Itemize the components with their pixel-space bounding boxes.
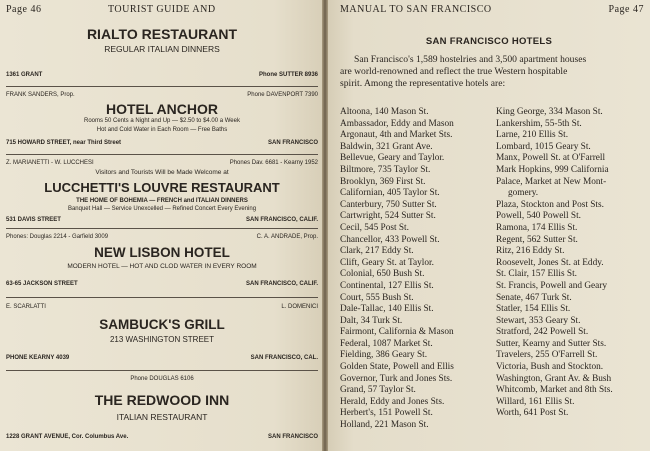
hotel-entry: Washington, Grant Av. & Bush	[496, 373, 612, 384]
hotel-entry: Brooklyn, 369 First St.	[340, 176, 426, 187]
intro-line: spirit. Among the representative hotels are:	[340, 78, 506, 89]
anchor-line2: Hot and Cold Water in Each Room — Free Baths	[96, 127, 228, 133]
lucchetti-line1: THE HOME OF BOHEMIA — FRENCH and ITALIAN DINNERS	[76, 198, 248, 204]
hotel-entry: gomery.	[508, 188, 539, 199]
hotel-entry: Victoria, Bush and Stockton.	[496, 362, 604, 373]
hotel-entry: Travelers, 255 O'Farrell St.	[496, 350, 598, 361]
sambuck-owner-left: E. SCARLATTI	[6, 304, 46, 310]
hotel-entry: Bellevue, Geary and Taylor.	[340, 153, 445, 164]
ad-sambucks-grill	[6, 299, 318, 365]
hotel-entry: Herbert's, 151 Powell St.	[340, 408, 433, 419]
hotel-entry: Holland, 221 Mason St.	[340, 420, 429, 431]
hotel-entry: Clark, 217 Eddy St.	[340, 246, 414, 257]
hotel-entry: Chancellor, 433 Powell St.	[340, 234, 440, 245]
hotel-entry: Biltmore, 735 Taylor St.	[340, 164, 431, 175]
hotel-entry: Governor, Turk and Jones Sts.	[340, 373, 453, 384]
sambuck-city: SAN FRANCISCO, CAL.	[250, 355, 318, 361]
sambuck-address: 213 WASHINGTON STREET	[109, 335, 215, 344]
hotel-entry: Mark Hopkins, 999 California	[496, 164, 609, 175]
hotel-entry: Willard, 161 Ellis St.	[496, 396, 575, 407]
lisbon-address: 63-65 JACKSON STREET	[6, 281, 78, 287]
hotel-entry: Palace, Market at New Mont-	[496, 176, 607, 187]
divider	[6, 228, 318, 229]
hotel-entry: Cartwright, 524 Sutter St.	[340, 211, 436, 222]
ad-redwood-inn	[6, 372, 318, 448]
hotel-entry: Argonaut, 4th and Market Sts.	[340, 130, 453, 141]
running-header-left: TOURIST GUIDE AND	[108, 4, 216, 15]
redwood-city: SAN FRANCISCO	[267, 434, 318, 440]
hotel-entry: Ambassador, Eddy and Mason	[340, 118, 454, 129]
anchor-city: SAN FRANCISCO	[267, 140, 318, 146]
hotel-entry: Dale-Tallac, 140 Ellis St.	[340, 304, 434, 315]
hotel-entry: Manx, Powell St. at O'Farrell	[496, 153, 606, 164]
hotel-entry: Larne, 210 Ellis St.	[496, 130, 569, 141]
hotel-entry: Altoona, 140 Mason St.	[340, 107, 429, 117]
right-page	[328, 0, 650, 451]
anchor-line1: Rooms 50 Cents a Night and Up — $2.50 to $4.00 a Week	[84, 118, 240, 124]
hotel-entry: Stratford, 242 Powell St.	[496, 327, 589, 338]
lisbon-name: NEW LISBON HOTEL	[94, 245, 230, 260]
hotel-entry: Roosevelt, Jones St. at Eddy.	[496, 257, 604, 268]
hotel-entry: Statler, 154 Ellis St.	[496, 304, 571, 315]
hotel-entry: Federal, 1087 Market St.	[340, 338, 433, 349]
redwood-tagline: ITALIAN RESTAURANT	[116, 412, 208, 422]
hotel-entry: Lankershim, 55-5th St.	[496, 118, 582, 129]
hotel-entry: Ramona, 174 Ellis St.	[496, 222, 578, 233]
hotel-list-column-1	[340, 107, 454, 432]
hotel-entry: Plaza, Stockton and Post Sts.	[496, 199, 604, 210]
ad-hotel-anchor	[6, 88, 318, 152]
lucchetti-name: LUCCHETTI'S LOUVRE RESTAURANT	[44, 180, 280, 195]
sambuck-phone: PHONE KEARNY 4039	[6, 355, 70, 361]
divider	[6, 297, 318, 298]
hotel-entry: Baldwin, 321 Grant Ave.	[340, 141, 433, 152]
lucchetti-phones: Phones Dav. 6681 - Kearny 1952	[229, 160, 318, 166]
hotel-entry: Worth, 641 Post St.	[496, 408, 569, 419]
hotel-entry: Herald, Eddy and Jones Sts.	[340, 396, 445, 407]
ad-new-lisbon-hotel	[6, 230, 318, 292]
page-number-left: Page 46	[6, 4, 42, 15]
lucchetti-address: 531 DAVIS STREET	[6, 217, 61, 223]
intro-line: San Francisco's 1,589 hostelries and 3,500 apartment houses	[354, 54, 587, 65]
hotel-entry: Continental, 127 Ellis St.	[340, 280, 434, 291]
lucchetti-welcome: Visitors and Tourists Will be Made Welcome at	[95, 169, 229, 176]
hotel-entry: Ritz, 216 Eddy St.	[496, 246, 565, 257]
hotel-entry: Lombard, 1015 Geary St.	[496, 141, 591, 152]
redwood-name: THE REDWOOD INN	[94, 392, 230, 408]
hotel-entry: Californian, 405 Taylor St.	[340, 188, 440, 199]
hotel-entry: Senate, 467 Turk St.	[496, 292, 572, 303]
hotel-entry: Fielding, 386 Geary St.	[340, 350, 428, 361]
redwood-phone: Phone DOUGLAS 6106	[130, 376, 194, 382]
hotel-entry: Dalt, 34 Turk St.	[340, 315, 403, 326]
hotel-entry: Fairmont, California & Mason	[340, 327, 454, 338]
lucchetti-owners: Z. MARIANETTI - W. LUCCHESI	[6, 160, 94, 166]
ad-rialto-restaurant	[6, 20, 318, 86]
lucchetti-city: SAN FRANCISCO, CALIF.	[246, 217, 318, 223]
hotel-entry: Sutter, Kearny and Sutter Sts.	[496, 338, 607, 349]
rialto-name: RIALTO RESTAURANT	[86, 26, 238, 42]
intro-line: are world-renowned and reflect the true Western hospitable	[340, 66, 568, 77]
hotel-entry: Clift, Geary St. at Taylor.	[340, 257, 434, 268]
anchor-address: 715 HOWARD STREET, near Third Street	[6, 140, 122, 146]
left-page	[0, 0, 322, 451]
anchor-proprietor: FRANK SANDERS, Prop.	[6, 92, 75, 98]
hotel-entry: St. Clair, 157 Ellis St.	[496, 269, 577, 280]
intro-paragraph	[340, 54, 644, 90]
rialto-phone: Phone SUTTER 8936	[258, 72, 318, 78]
lisbon-proprietor: C. A. ANDRADE, Prop.	[256, 234, 318, 240]
divider	[6, 86, 318, 87]
redwood-address: 1228 GRANT AVENUE, Cor. Columbus Ave.	[6, 434, 129, 440]
divider	[6, 370, 318, 371]
page-number-right: Page 47	[608, 4, 644, 15]
hotel-entry: Stewart, 353 Geary St.	[496, 315, 581, 326]
hotel-entry: Colonial, 650 Bush St.	[340, 269, 425, 280]
rialto-address: 1361 GRANT	[6, 72, 43, 78]
hotel-entry: St. Francis, Powell and Geary	[496, 280, 608, 291]
sambuck-name: SAMBUCK'S GRILL	[99, 317, 225, 332]
sambuck-owner-right: L. DOMENICI	[281, 304, 318, 310]
running-header-right: MANUAL TO SAN FRANCISCO	[340, 4, 492, 15]
hotel-entry: Court, 555 Bush St.	[340, 292, 414, 303]
section-title: SAN FRANCISCO HOTELS	[425, 36, 553, 47]
hotel-list-column-2	[496, 107, 613, 420]
rialto-tagline: REGULAR ITALIAN DINNERS	[104, 44, 220, 54]
anchor-name: HOTEL ANCHOR	[106, 101, 218, 117]
hotel-entry: Golden State, Powell and Ellis	[340, 362, 454, 373]
lisbon-phones: Phones: Douglas 2214 - Garfield 3009	[6, 234, 109, 240]
hotel-entry: Powell, 540 Powell St.	[496, 211, 581, 222]
lisbon-tagline: MODERN HOTEL — HOT AND CLOD WATER IN EVERY ROOM	[67, 263, 257, 270]
hotel-entry: Cecil, 545 Post St.	[340, 222, 409, 233]
hotel-entry: King George, 334 Mason St.	[496, 107, 603, 117]
ad-lucchettis-louvre	[6, 156, 318, 226]
divider	[6, 154, 318, 155]
lucchetti-line2: Banquet Hall — Service Unexcelled — Refined Concert Every Evening	[67, 206, 257, 212]
hotel-entry: Canterbury, 750 Sutter St.	[340, 199, 437, 210]
lisbon-city: SAN FRANCISCO, CALIF.	[246, 281, 318, 287]
hotel-entry: Regent, 562 Sutter St.	[496, 234, 578, 245]
hotel-entry: Whitcomb, Market and 8th Sts.	[496, 385, 613, 396]
hotel-entry: Grand, 57 Taylor St.	[340, 385, 416, 396]
anchor-phone: Phone DAVENPORT 7390	[247, 92, 318, 98]
